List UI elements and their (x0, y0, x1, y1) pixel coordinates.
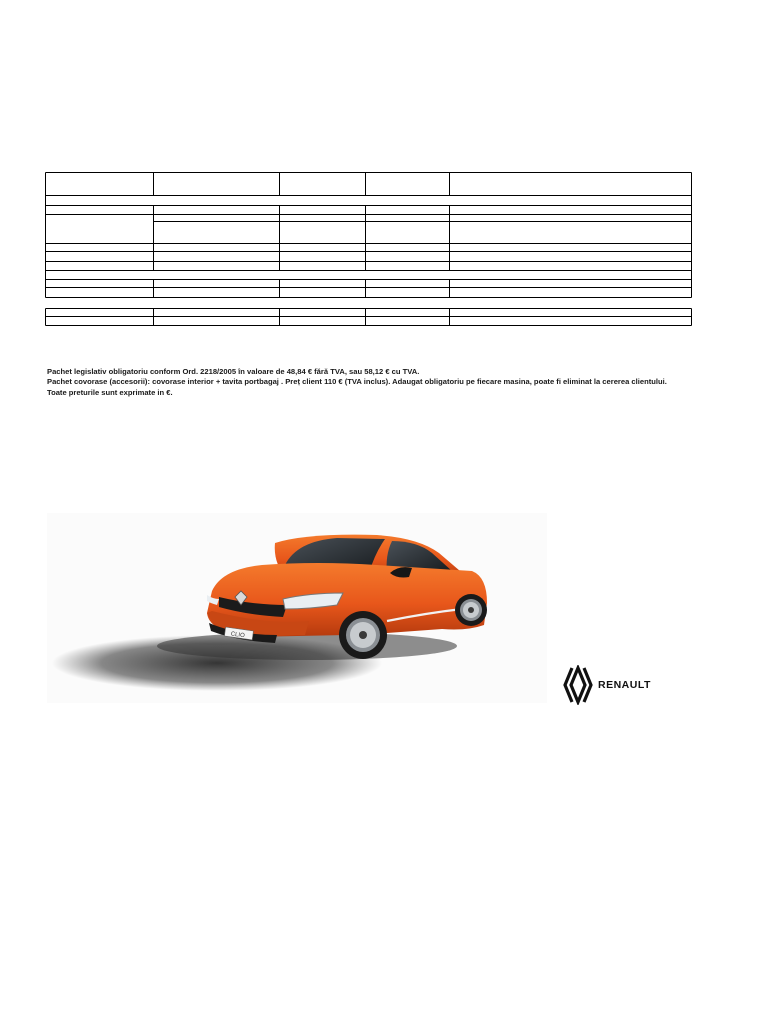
legislative-pack-note: Pachet legislativ obligatoriu conform Ord. 2218/2005 în valoare de 48,84 € fără TVA, sau 58,12 € cu TVA. (47, 367, 420, 376)
rear-wheel (455, 594, 487, 626)
plate-text: CLIO (230, 631, 246, 640)
car-photo (47, 513, 547, 703)
price-table (0, 0, 768, 340)
front-wheel (339, 611, 387, 659)
renault-diamond-icon (563, 665, 593, 705)
floor-mats-pack-note: Pachet covorase (accesorii): covorase interior + tavita portbagaj . Preț client 110 € (TVA inclus). Adaugat obligatoriu pe fiecare masina, poate fi eliminat la cererea clientului. (47, 377, 667, 387)
price-table-block-main (46, 173, 692, 298)
renault-logo (563, 665, 663, 705)
price-notes (47, 367, 727, 398)
renault-wordmark: RENAULT (598, 679, 651, 691)
price-table-block-bottom (46, 309, 692, 326)
currency-note: Toate preturile sunt exprimate in €. (47, 387, 173, 397)
